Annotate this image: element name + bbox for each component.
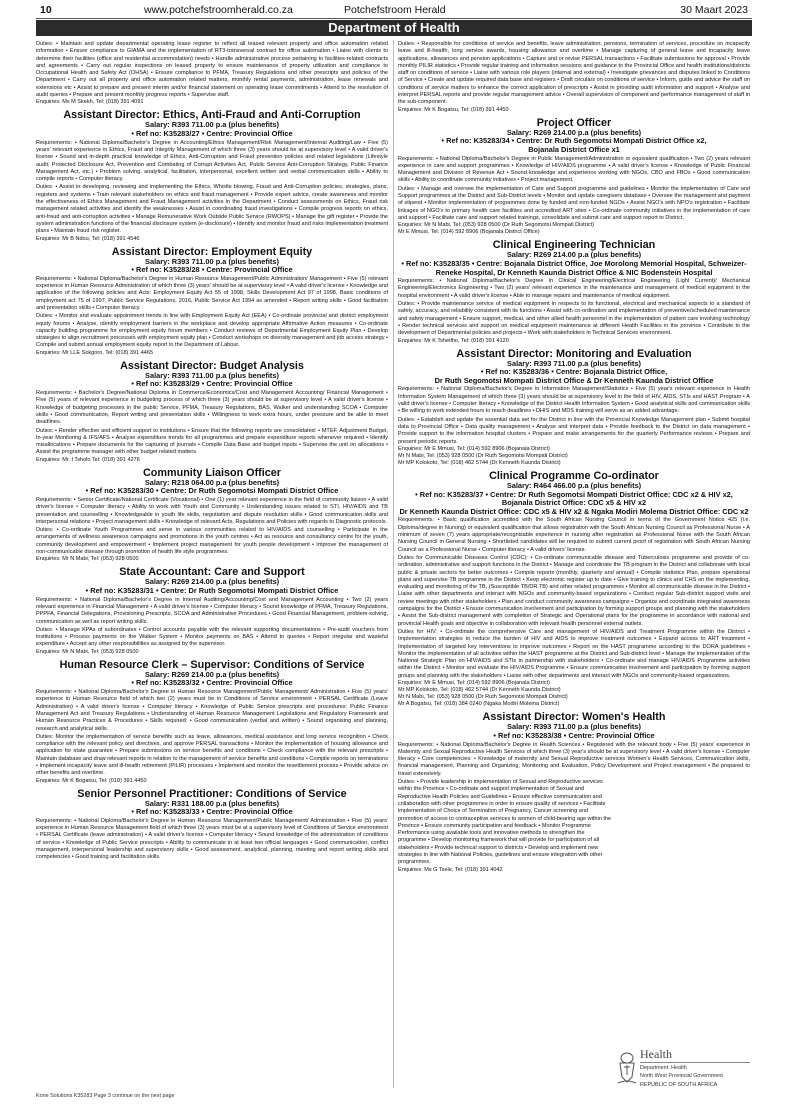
post-title: Clinical Programme Co-ordinator [489, 470, 659, 483]
duties-text: Duties: • Provide maintenance service of medical equipment in respects to its functional, electrical and mechanical aspects to a standard of safety, accuracy, and reliability consistent with its functions • Assist with co-ordination and implementation of preventive/scheduled maintenance and safety management • Ensure support, medical, and other allied health personnel in the implementation of patient care involving technology • Render technical services and support on medical equipment maintenance at different Health Facilities in the province • Contribute to the development of Departmental policies and projects • Work with stakeholders in Technical Services environment. [398, 301, 750, 337]
post-hr-clerk [36, 659, 388, 785]
logo-name: Health [640, 1047, 672, 1061]
post-salary: Salary: R218 064.00 p.a (plus benefits) [144, 477, 280, 487]
post-salary: Salary: R393 711.00 p.a (plus benefits) [507, 722, 641, 732]
post-ref: • Ref no: K35283/31 • Centre: Dr Ruth Segomotsi Mompati District Office [85, 586, 339, 596]
post-title: Project Officer [536, 116, 612, 129]
post-title: Assistant Director: Ethics, Anti-Fraud and Anti-Corruption [63, 109, 361, 122]
enquiries-text: Enquiries: Mr B Ndou, Tel: (018) 391 4546 [36, 235, 140, 242]
requirements-text: Requirements: • National Diploma/Bachelor's Degree in Information Management/Statistics • Five (5) year's relevant experience in Health Information System Management of which three (3) years should be at supervisory level in the field of HIV, AIDS, STIs and HAST Program • A valid driver's license • Computer literacy • Knowledge of the District Health Information System • Good analytical skills and communication skills • Be willing to work extended hours to reach deadlines • DHIS and MDS training will serve as an added advantage. [398, 386, 750, 415]
post-ref: • Ref no: K35283/32 • Centre: Provincial Office [131, 678, 293, 688]
post-clinical-programme [398, 470, 750, 708]
post-womens-health [398, 711, 750, 873]
post-title: Clinical Engineering Technician [492, 239, 656, 252]
enquiries-text: Enquiries: Mr N Mabi, Tel: (053) 928 0500 [36, 556, 139, 563]
enquiries-text: Enquiries: Mr K Bogatsu, Tel: (018) 391 4450 [36, 777, 147, 784]
logo-line-1: Department: Health [640, 1065, 687, 1071]
requirements-text: Requirements: • Senior Certificate/National Certificate (Vocational) • One (1) year relevant experience in the field of community liaison • A valid driver's license • Computer literacy • Ability to work with Youth and Community • Understanding issues related to STI, HIV/AIDS and TB presentation and counselling • Knowledgeable in youth life skills, negotiation and dispute resolution skills • Good communication skills and interpersonal relations • Project management skills • Knowledge of relevant Acts, Regulations and Policies with regards to Diagnostic protocols. [36, 497, 388, 525]
post-ref-cont: Bojanala District Office x1 [528, 144, 620, 154]
post-title: State Accountant: Care and Support [119, 566, 305, 579]
enquiries-text: Enquiries: Mr N Mabi, Tel: (053) 928 0500 (Dr Ruth Segomotsi Mompati District) [398, 222, 594, 229]
post-employment-equity [36, 246, 388, 357]
requirements-text: Requirements: • National Diploma/Bachelor's Degree in Human Resource Management/Public Management/ Administration • Five (5) years' experience in Human Resource Management field of which three (3) years must be at a supervisory level of Conditions of Service environment • PERSAL Certificate (leave administration) • A valid driver's license • Computer literacy • Sound knowledge of the administration of conditions of service • Knowledge of Public Service prescripts • Ability to communicate in at least two official languages • Good communication, conflict management, interpersonal leadership and supervisory skills • Good assessment, analytical, planning, meeting and report writing skills and competencies • Good training and facilitation skills. [36, 817, 388, 861]
enquiries-text: Enquiries: Ms M Skekh, Tel: (018) 391 4091 [36, 99, 144, 106]
enquiries-text: Enquiries: Mr E Mmusi, Tel: (014) 592 8906 (Bojanala District) [398, 445, 550, 452]
logo-line-3: REPUBLIC OF SOUTH AFRICA [640, 1082, 718, 1088]
requirements-text: Requirements: • National Diploma/Bachelor's Degree in Internal Auditing/Accounting/Cost and Management Accounting • Two (2) years relevant experience in Financial Management • A valid driver's license • Computer literacy • Sound knowledge of PFMA, Treasury Regulations, PPPFA, Financial Delegations, Provisioning Prescripts, SCOA and Administrative Procedures • Good Financial Management, problem-solving, communication as well as report writing skills. [36, 596, 388, 625]
post-salary: Salary: R269 214.00 p.a (plus benefits) [506, 250, 642, 260]
enquiries-text: Mr MP Kolokoto, Tel: (018) 462 5744 (Dr Kenneth Kaunda District) [398, 460, 561, 466]
requirements-text: Requirements: • Basic qualification accredited with the South African Nursing Council in terms of the Government Notice 425 (i.e. Diploma/degree in Nursing) or equivalent qualification that allows registration with the South African Nursing Council as Professional Nurse • A minimum of seven (7) years appropriate/recognisable experience in nursing after registration as Professional Nurse with the South African Nursing Council in General Nursing • Shortlisted candidates will be required to submit current proof of registration with South African Nursing Council as a Professional Nurse • Computer literacy • A valid drivers' license. [398, 517, 750, 553]
enquiries-text: Enquiries: Mr K Bogatsu, Tel: (018) 391 4450 [398, 106, 509, 113]
duties-text: Duties: • Establish and update the essential data set for the District in line with the Provincial Knowledge Management plan • Submit hospital data to Provincial Office • Data quality management • Analyse and interpret data • Provide feedback to the District on data management • Provide support to the information hospital clusters • Prepare and make arrangements for the quarterly Performance reviews • Prepare and present periodic reports. [398, 416, 750, 445]
website-url[interactable]: www.potchefstroomherald.co.za [144, 4, 293, 16]
enquiries-text: Enquiries: Mr. I Tsholo Tel: (018) 391 4276 [36, 456, 140, 463]
post-title: Assistant Director: Budget Analysis [120, 359, 304, 372]
page-footnote: Kone Solutions K35283 Page 3 continue on the next page [36, 1093, 175, 1099]
post-intro-left [36, 41, 388, 106]
post-ref: • Ref no: K35283/35 • Centre: Bojanala District Office, Joe Morolong Memorial Hospital, Schweizer-Reneke Hospital, Dr Kenneth Kaunda District Office & NIC Bodenstein Hospital [401, 259, 747, 277]
duties-text: Duties: Monitor the implementation of service benefits such as leave, allowances, medical assistance and long service recognition • Check compliance with the relevant policy and directives, and approve PERSAL transactions • Monitor the implementation of housing allowance and application for state guarantee • Prepare submissions on service benefits and conditions • Check compliance with the relevant prescripts • Maintain database and draw relevant reports in relation to the management of service benefits and conditions • Compile reports on terminations • Implement incapacity leave and ill-health retirement (PILIR) processes • Implement and monitor the resettlement process • Provide advice on other benefits and overtime. [36, 733, 388, 777]
post-title: Community Liaison Officer [143, 466, 281, 479]
post-ref: • Ref no: K35283/33 • Centre: Provincial Office [131, 807, 293, 817]
enquiries-text: Enquiries: Ms G Tsele, Tel: (018) 391 4042 [398, 866, 503, 873]
post-ref: • Ref no: K35283/36 • Centre: Bojanala District Office, [480, 367, 668, 377]
post-salary: Salary: R464 466.00 p.a (plus benefits) [506, 481, 642, 491]
duties-text: Duties: • Assist in developing, reviewing and implementing the Ethics, Whistle blowing, Fraud and Anti-Corruption policies, strategies, plans, registers and systems • Train relevant stakeholders on ethics and fraud management • Provide expert advice, create awareness and monitor the effectiveness of Ethics Management and Fraud Management activities in the Department • Conduct assessments on Ethics, Fraud risk management related activities and identify the weaknesses • Assist in coordinating fraud investigations • Compile progress reports on ethics, anti-fraud and anti-corruption activities • Manage Remunerative Work Outside Public Service (RWOPS) • Manage the gift register • Provide the system administration functions of the financial disclosure system (e-disclosure) • Identify and monitor fraud and risks implementation treatment plans • Maintain fraud risk register. [36, 184, 388, 235]
post-monitoring-evaluation [398, 348, 750, 467]
post-ref-cont: Dr Kenneth Kaunda District Office: CDC x5 & HIV x2 & Ngaka Modiri Molema District Office: CDC x2 [399, 506, 749, 516]
post-salary: Salary: R269 214.00 p.a (plus benefits) [144, 577, 280, 587]
post-senior-personnel [36, 788, 388, 862]
requirements-text: Requirements: • National Diploma/Bachelor's Degree in Public Management/Administration or equivalent qualification • Two (2) years relevant experience in care and support programmes • Knowledge of HIV/AIDS programme • A valid driver's license • Knowledge of Public Financial Management and Division of Revenue Act • Sound knowledge and experience working with NGOs, CBO and FBOs • Good communication skills • Ability to coordinate community initiatives • Project management. [398, 155, 750, 184]
post-clinical-engineering [398, 239, 750, 344]
duties-text: Duties: • Provide leadership in implementation of Sexual and Reproductive services within the Province • Co-ordinate and support implementation of Sexual and Reproductive Health Policies and Guidelines • Ensure effective communication and collaboration with other programmes in order to ensure quality of services • Facilitate implementation of Choice of Termination of Pregnancy, Cancer screening and promotion of access to contraceptive services to women of child-bearing age within the Province • Ensure community participation and feedback • Monitor Programme Performance using available tools and innovative methods to strengthen the programme • Develop monitoring framework that will provide for participation of all stakeholders • Provide technical support to districts • Develop and implement new strategies in line with National Policies, guidelines and ensure integration with other programmes. [398, 779, 612, 866]
post-state-accountant [36, 566, 388, 655]
duties-text: Duties: • Render effective and efficient support to institutions • Ensure that the following reports are consolidated: • MTEF, Adjustment Budget, In-year Monitoring & IFS/AFS • Analyse expenditure trends for all programmes and prepare expenditure reports whenever required • Identify misallocations • Prepare documents for the capturing of journals • Compile Data Base and budget inputs • Supervise the unit on allocations • Assist the programme manager with other budget related matters. [36, 427, 388, 456]
post-salary: Salary: R393 711.00 p.a (plus benefits) [145, 120, 279, 130]
post-title: Assistant Director: Monitoring and Evaluation [456, 347, 692, 360]
post-project-officer [398, 117, 750, 237]
requirements-text: Requirements: • Bachelor's Degree/National Diploma in Commerce/Economics/Cost and Management Accounting/ Financial Management • Five (5) years of relevant experience in budgeting process of which three (3) years should be at supervisory level • A valid driver's license • Knowledge of budgeting processes in the public Service, PFMA, Treasury Regulations, BAS, Walker and understanding SCOA • Computer skills • Good communication, Report writing and presentation skills • Willingness to work extra hours, under pressure and be able to meet deadlines. [36, 390, 388, 426]
enquiries-text: Enquiries: Mr LLE Sokgoro, Tel: (018) 391 4465 [36, 349, 154, 356]
requirements-text: Requirements: • National Diploma/Bachelor's Degree in Health Sciences • Registered with the relevant body • Five (5) years' experience in Maternity and Sexual Reproductive Health Services of which three (3) year's should be at supervisory level • A valid driver's license • Computer literacy • Core competencies: • Knowledge of maternity and Sexual Reproductive services Women's Health Services, Communication skills, financial management, Planning and Organizing, Monitoring and Evaluation, Policy Development and Project management • Be prepared to travel extensively. [398, 741, 750, 777]
logo-rule [640, 1062, 750, 1063]
post-salary: Salary: R269 214.00 p.a (plus benefits) [144, 669, 280, 679]
post-ethics [36, 109, 388, 242]
post-community-liaison [36, 467, 388, 564]
post-ref: • Ref no: K35283/27 • Centre: Provincial Office [131, 129, 293, 139]
post-ref: • Ref no: K35283/38 • Centre: Provincial Office [493, 730, 655, 740]
requirements-text: Requirements: • National Diploma/Bachelor's Degree in Human Resource Management/Public Administration/ Management • Five (5) relevant experience in Human Resource Administration of which three (3) years' should be at supervisory level • A valid driver's license • Knowledge and application of the following policies and Acts: Employment Equity Act 55 of 1998, Skills Development Act 97 of 1998, Basic conditions of employment act 75 of 1997, Public Service Regulations, 2016, Public Service Act 1994 as amended • Report writing skills • Good facilitation and presentation skills • Computer literacy. [36, 275, 388, 311]
post-ref: • Ref no: K35283/28 • Centre: Provincial Office [131, 265, 293, 275]
duties-text: Duties: • Monitor and evaluate appointment trends in line with Employment Equity Act (EEA) • Co-ordinate provincial and district employment equity forums • Analyse, identify employment barriers in the workplace and develop appropriate Affirmative Action measures • Co-ordinate capacity building programme for employment equity forum members • Conduct reviews of Departmental Employment Equity Plan • Develop strategies to align recruitment processes with employment equity plan • Conduct workshops on diversity management and job access strategy • Compile and submit annual employment equity report to the Department of Labour. [36, 313, 388, 349]
duties-text: Duties: • Co-ordinate Youth Programmes and serve in various communities related to HIV/AIDS and counselling • Participate in the arrangements of wellness awareness campaigns and promotions in the youth centres • Act as resource and consultancy centre for the youth, community development and empowerment • Implement project management for youth people development • Improve the management of non-communicable disease through promotion of health life style programmes. [36, 527, 388, 556]
post-ref: • Ref no: K35283/34 • Centre: Dr Ruth Segomotsi Mompati District Office x2, [441, 136, 707, 146]
enquiries-text: Mr N Mabi, Tel: (053) 928 0500 (Dr Ruth Segomotsi Mompati District) [398, 694, 568, 701]
post-intro-right [398, 41, 750, 114]
requirements-text: Requirements: • National Diploma/Bachelor's Degree in Accounting/Ethics Management/Risk Management/Internal Auditing/Law • Five (5) years' relevant experience in Ethics, Fraud and Integrity Management of which three (3) years should be at supervisory level • A valid driver's license • Sound and in-depth practical knowledge of Ethics, Anti-Corruption and Fraud prevention policies and related legislations (Lifestyle audit, Protected Disclosure Act, Prevention and Combating of Corrupt Activities Act, Public Service Anti-Corruption Strategy, Public Finance Management Act, etc.) • Problem solving, analytical, facilitation, interpersonal, excellent written and verbal communication skills • Ability to compile reports • Computer literacy. [36, 139, 388, 183]
enquiries-text: Enquiries: Mr E Mmusi, Tel: (014) 592 8906 (Bojanala District) [398, 680, 550, 686]
post-title: Assistant Director: Women's Health [482, 711, 666, 724]
post-salary: Salary: R393 711.00 p.a (plus benefits) [145, 370, 279, 380]
enquiries-text: Mr MP Kolokoto, Tel: (018) 462 5744 (Dr Kenneth Kaunda District) [398, 687, 561, 694]
requirements-text: Requirements: • National Diploma/Bachelor's Degree in Human Resource Management/Public Management/ Administration • Five (5) years' experience in Human Resource field of which two (2) years must be in Conditions of Service environment • PERSAL Certificate (Leave Administration) • A valid driver's license • Computer literacy • Knowledge of Public Service prescripts and procedures: Public Finance Management Act and Treasury Regulations • Understanding of Human Resource Management Legislations and Regulatory Framework and Human Resource Practices & Procedures • Skills required: • Good communication (verbal and written) • Sound organising and planning, research and analytical skills. [36, 689, 388, 732]
post-salary: Salary: R331 188.00 p.a (plus benefits) [144, 798, 280, 808]
post-salary: Salary: R393 711.00 p.a (plus benefits) [507, 358, 641, 368]
column-divider [393, 40, 394, 1088]
coat-of-arms-icon [616, 1051, 638, 1085]
enquiries-text: Enquiries: Mr K Tshetlho, Tel: (018) 391 4120 [398, 337, 509, 344]
post-salary: Salary: R269 214.00 p.a (plus benefits) [506, 127, 642, 137]
post-ref: • Ref no: K35283/29 • Centre: Provincial Office [131, 379, 293, 389]
post-ref-cont: Bojanala District Office: CDC x5 & HIV x2 [501, 498, 647, 508]
post-budget-analysis [36, 360, 388, 464]
enquiries-text: Mr A Bogatsu, Tel: (018) 384 0240 (Ngaka Modiri Molema District) [398, 701, 560, 708]
page-number: 10 [40, 4, 52, 16]
duties-text: Duties: • Responsible for conditions of service and benefits, leave administration, pensions, termination of services, procedure on incapacity leave and ill-health, long service awards, housing allowance and overtime • Manage capturing of general leave and incapacity leave applications, allowances and pension applications • Capture and or revise PERSAL transactions • Facilitate submissions for approval • Provide monthly PILIR statistics • Provide regular training and information sessions and guidance to the Provincial Office and health institutions/districts staff on conditions of service • Liaise with various role players (internal and external) • Investigate grievances and disputes linked to Conditions of Service • Create and update required data base and registers • Draft circulars on conditions of service • Inform, guide and advice the staff on conditions of service matters to enhance the correct application of prescripts • Assist in providing audit information and support • Analyse and interpret PERSAL reports and provide regular management advice • Overall supervision of component and performance management of staff in the sub-component. [398, 41, 750, 106]
left-column [36, 40, 388, 1088]
department-banner: Department of Health [36, 20, 752, 36]
post-title: Human Resource Clerk – Supervisor: Conditions of Service [59, 658, 365, 671]
enquiries-text: Mr E Mmusi, Tel: (014) 592 8906 (Bojanala District Office) [398, 229, 540, 236]
header-rule [36, 18, 752, 19]
newspaper-name: Potchefstroom Herald [344, 4, 446, 16]
requirements-text: Requirements: • National Diploma/Bachelor's Degree in Clinical Engineering/Electrical Engineering (Light Current)/ Mechanical Engineering/Electronics Engineering • Two (2) years' relevant experience in the maintenance and management of medical equipment in the hospital environment • A valid driver's license • Able to manage repairs and maintenance of medical equipment. [398, 278, 750, 299]
duties-text: Duties: • Manage KPAs of subordinates • Control accounts payable with the relevant supporting documentations • Pre-audit vouchers from institutions • Process payments on the Walker System • Monitor payments on BAS • Attend to queries • Report irregular and wasteful expenditure • Accept any other responsibilities as assigned by the supervisor. [36, 626, 388, 648]
enquiries-text: Enquiries: Mr N Mabi, Tel: (053) 928 0500 [36, 648, 139, 655]
post-ref: • Ref no: K35283/37 • Centre: Dr Ruth Segomotsi Mompati District Office: CDC x2 & HIV x2, [415, 489, 733, 499]
health-department-logo [616, 1047, 756, 1095]
duties-cdc-text: Duties for Communicable Diseases Control (CDC): • Co-ordinate communicable disease and Tuberculosis programme and provide of co-ordination, administrative and support functions in the District • Manage and coordinate the TB program in the District and collaborate with local public & private sectors for better outcomes • Compile reports (monthly, quarterly and annual) • Compile statistics Plan, prepare operational plans and supervise TB programme in the District • Keep electronic register up to date • Give training to clinics and CHS on the implementing, evaluating and monitoring of the TB, (Susceptible TB/DR TB) and other related programmes • Monitor all communicable disease in the District • Liaise with other departments and interact with NGOs and community-based organizations • Conduct regular Sub-district support visits and review meetings with other stakeholders • Plan and conduct community awareness campaigns • Organize and coordinate integrated awareness campaigns for the District • Ensure communication involvement and participation by forming support groups and planning with the stakeholders • Assist the Sub-district management with completion of Strategic and Operational plans for the programme in accordance with national and provincial Health goals and objective in collaboration with relevant health personnel external outlets. [398, 554, 750, 627]
duties-text: Duties: • Maintain and update departmental operating lease register to reflect all leased relevant property and office automation related information • Ensure compliance to GIAMA and the implementation of RT3-transversal contract for office automation • Liaise with clients to determine their facilities (office and residential accommodation) needs • Handle administrative process pertaining to facilities-related contracts and agreements • Carry out regular inspections on leased property to ensure maintenance of property utilization and compliance to Occupational Health and Safety Act (OHSA) • Ensure compliance to PFMA, Treasury Regulations and other prescripts and policies of the Department • Carry out all property and office automation related matters, monthly rental payments, administration, lease renewals and extensions etc • Assist to prepare and present interim and/or financial statement on operating lease commitments • Attend to the resolution of audit queries • Prepare and present monthly progress reports • Supervise staff. [36, 41, 388, 99]
post-ref-cont: Dr Ruth Segomotsi Mompati District Office & Dr Kenneth Kaunda District Office [434, 375, 714, 385]
duties-hiv-text: Duties for HIV: • Co-ordinate the comprehensive Care and management of HIV/AIDS and Treatment Programme within the District • Implementation strategies to reduce the burden of HIV and AIDS to improve treatment outcomes • Expand access to ART treatment • Implementation of targeted key interventions to improve outcomes • Report on the HAST programme according to the DORA guidelines • Monitor the implementation of all activities within the HAST programme at the District and Sub-district level • Manage the implementation of the National Strategic Plan on HIV/AIDS and STIs in partnership with stakeholders • Co-ordinate and manage HIV/AIDS Programme activities within the District • Monitor and evaluate the HIV/AIDS Programme • Ensure communication involvement and participation by forming support groups and planning with the stakeholders • Liaise with other departments and interact with NGOs and community-based organizations. [398, 628, 750, 679]
issue-date: 30 Maart 2023 [680, 4, 748, 16]
right-column [398, 40, 750, 1088]
post-salary: Salary: R393 711.00 p.a (plus benefits) [145, 256, 279, 266]
post-title: Senior Personnel Practitioner: Conditions of Service [77, 787, 347, 800]
enquiries-text: Mr N Mabi, Tel: (053) 928 0500 (Dr Ruth Segomotsi Mompati District) [398, 452, 568, 459]
page-header [36, 4, 752, 18]
logo-line-2: North West Provincial Government [640, 1073, 723, 1079]
post-title: Assistant Director: Employment Equity [111, 245, 313, 258]
post-ref: • Ref no: K35283/30 • Centre: Dr Ruth Segomotsi Mompati District Office [85, 486, 339, 496]
duties-text: Duties: • Manage and oversee the implementation of Care and Support programme and guidelines • Monitor the implementation of Care and Support programmes at the District and Sub-District levels • Monitor and update caregivers database • Oversee the management and payment of stipend • Monitor implementation of programmes done by funded and non-funded NGOs • Assist NGO's with NPO's registration • Facilitate linkages of NGO's to primary health care facilities and accredited ART sites • Co-ordinate community initiatives in the implementation of care and support • Facilitate care and support related trainings, consolidate and submit care and support report to District. [398, 185, 750, 221]
